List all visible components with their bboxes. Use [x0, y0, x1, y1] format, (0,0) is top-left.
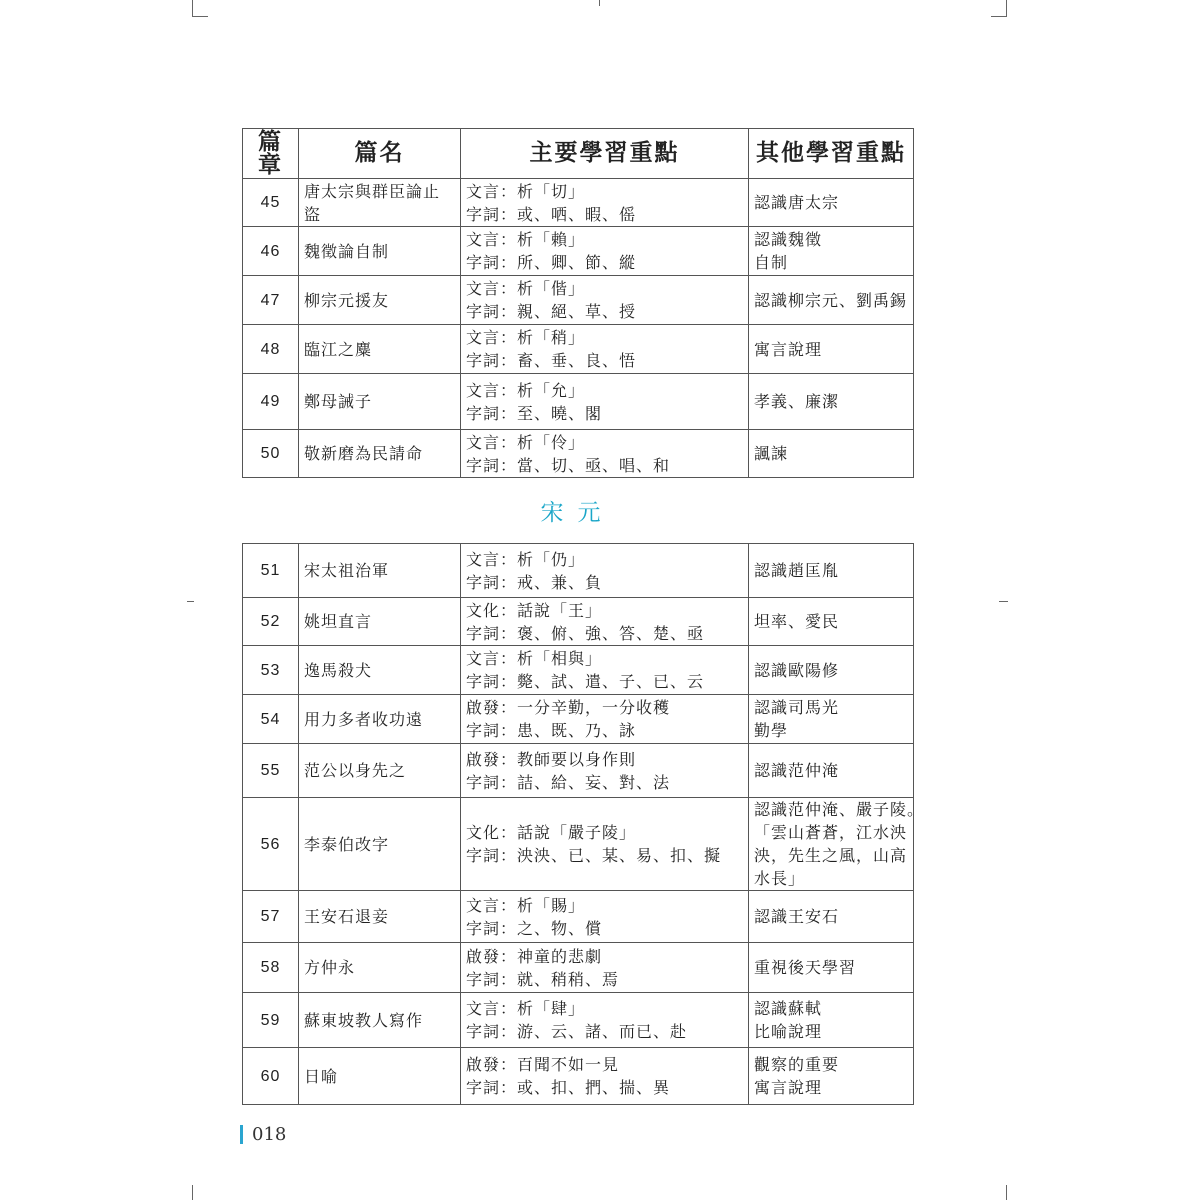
- lesson-title: 柳宗元援友: [299, 276, 461, 325]
- table-row: [243, 1048, 914, 1105]
- header-chapter: 篇章: [243, 129, 299, 179]
- main-focus-line: 文言：析「肆」: [466, 999, 586, 1018]
- other-focus-line: 觀察的重要: [754, 1055, 840, 1074]
- chapter-number: 50: [243, 430, 299, 478]
- main-focus-line: 文言：析「偕」: [466, 279, 586, 298]
- chapter-number: 55: [243, 744, 299, 798]
- main-focus-line: 啟發：百聞不如一見: [466, 1055, 620, 1074]
- other-focus-cell: [749, 1048, 914, 1105]
- table-row: [243, 276, 914, 325]
- main-focus-line: 文言：析「相與」: [466, 649, 603, 668]
- lesson-table-song-yuan: [242, 543, 925, 1105]
- lesson-title: 魏徵論自制: [299, 227, 461, 276]
- other-focus-line: 諷諫: [754, 444, 789, 463]
- chapter-number: 57: [243, 891, 299, 943]
- lesson-title: 范公以身先之: [299, 744, 461, 798]
- lesson-title: 蘇東坡教人寫作: [299, 993, 461, 1048]
- main-focus-cell: [461, 646, 749, 695]
- other-focus-line: 比喻說理: [754, 1022, 823, 1041]
- lesson-title: 方仲永: [299, 943, 461, 993]
- table-row: [243, 544, 914, 598]
- table-header-row: [243, 129, 914, 179]
- main-focus-line: 文化：話說「王」: [466, 600, 603, 620]
- chapter-number: 49: [243, 374, 299, 430]
- main-focus-line: 字詞：之、物、償: [466, 918, 603, 938]
- table-row: [243, 325, 914, 374]
- page-number-bar: [240, 1125, 243, 1144]
- chapter-number: 52: [243, 598, 299, 646]
- table-row: [243, 695, 914, 744]
- main-focus-line: 文言：析「伶」: [466, 432, 586, 452]
- main-focus-cell: [461, 374, 749, 430]
- main-focus-line: 字詞：褒、俯、強、答、楚、亟: [466, 623, 705, 643]
- table-row: [243, 646, 914, 695]
- other-focus-line: 認識柳宗元、劉禹錫: [754, 290, 908, 310]
- lesson-table-tang: [242, 128, 914, 478]
- main-focus-line: 文言：析「仍」: [466, 549, 586, 569]
- main-focus-line: 啟發：神童的悲劇: [466, 946, 603, 966]
- other-focus-cell: [749, 695, 914, 744]
- table-row: [243, 798, 914, 891]
- main-focus-cell: [461, 430, 749, 478]
- main-focus-cell: [461, 798, 749, 891]
- lesson-title: 日喻: [299, 1048, 461, 1105]
- other-focus-line: 重視後天學習: [754, 958, 857, 977]
- other-focus-line: 寓言說理: [754, 339, 823, 359]
- crop-mark: [192, 16, 208, 17]
- section-title: 宋元: [540, 500, 615, 526]
- header-main-focus: 主要學習重點: [461, 129, 749, 179]
- main-focus-line: 字詞：游、云、諸、而已、赴: [466, 1022, 688, 1041]
- main-focus-line: 文言：析「稍」: [466, 328, 586, 347]
- other-focus-cell: [749, 798, 925, 891]
- main-focus-cell: [461, 993, 749, 1048]
- chapter-number: 48: [243, 325, 299, 374]
- header-title: 篇名: [299, 129, 461, 179]
- main-focus-cell: [461, 744, 749, 798]
- main-focus-cell: [461, 1048, 749, 1105]
- main-focus-line: 字詞：就、稍稍、焉: [466, 969, 620, 989]
- main-focus-line: 字詞：親、絕、草、授: [466, 302, 637, 321]
- other-focus-cell: [749, 993, 914, 1048]
- table-row: [243, 744, 914, 798]
- main-focus-line: 字詞：斃、試、遣、子、已、云: [466, 672, 705, 691]
- crop-mark: [599, 0, 600, 6]
- main-focus-cell: [461, 179, 749, 227]
- main-focus-line: 文言：析「賜」: [466, 895, 586, 915]
- main-focus-line: 文言：析「允」: [466, 380, 586, 400]
- table-row: [243, 598, 914, 646]
- chapter-number: 51: [243, 544, 299, 598]
- main-focus-cell: [461, 943, 749, 993]
- other-focus-cell: [749, 227, 914, 276]
- main-focus-line: 字詞：患、既、乃、詠: [466, 721, 637, 740]
- other-focus-cell: [749, 598, 914, 646]
- other-focus-line: 孝義、廉潔: [754, 392, 840, 411]
- main-focus-line: 字詞：或、哂、暇、傜: [466, 204, 637, 224]
- chapter-number: 59: [243, 993, 299, 1048]
- crop-mark: [192, 1185, 193, 1200]
- crop-mark: [192, 0, 193, 16]
- main-focus-cell: [461, 695, 749, 744]
- main-focus-line: 字詞：戒、兼、負: [466, 572, 603, 592]
- main-focus-line: 文言：析「賴」: [466, 230, 586, 249]
- main-focus-line: 字詞：泱泱、已、某、易、扣、擬: [466, 846, 722, 865]
- chapter-number: 46: [243, 227, 299, 276]
- other-focus-cell: [749, 744, 914, 798]
- other-focus-cell: [749, 325, 914, 374]
- table-row: [243, 227, 914, 276]
- table-row: [243, 179, 914, 227]
- header-other-focus: 其他學習重點: [749, 129, 914, 179]
- lesson-title: 李泰伯改字: [299, 798, 461, 891]
- lesson-title: 姚坦直言: [299, 598, 461, 646]
- lesson-title: 鄭母誡子: [299, 374, 461, 430]
- other-focus-cell: [749, 276, 914, 325]
- table-row: [243, 993, 914, 1048]
- other-focus-line: 認識范仲淹: [754, 761, 840, 780]
- crop-mark: [1006, 0, 1007, 16]
- main-focus-cell: [461, 276, 749, 325]
- chapter-number: 53: [243, 646, 299, 695]
- page-number: 018: [252, 1124, 287, 1145]
- crop-mark: [991, 16, 1007, 17]
- main-focus-cell: [461, 891, 749, 943]
- lesson-title: 臨江之麋: [299, 325, 461, 374]
- other-focus-line: 認識魏徵: [754, 230, 823, 249]
- other-focus-line: 坦率、愛民: [754, 612, 840, 631]
- other-focus-cell: [749, 891, 914, 943]
- other-focus-cell: [749, 544, 914, 598]
- other-focus-line: 寓言說理: [754, 1078, 823, 1097]
- other-focus-line: 認識趙匡胤: [754, 561, 840, 580]
- main-focus-line: 字詞：至、曉、閣: [466, 403, 603, 423]
- crop-mark: [1006, 1185, 1007, 1200]
- other-focus-line: 認識范仲淹、嚴子陵。: [754, 800, 925, 819]
- lesson-title: 唐太宗與群臣論止盜: [299, 179, 461, 227]
- other-focus-line: 認識蘇軾: [754, 999, 823, 1018]
- main-focus-line: 字詞：當、切、亟、唱、和: [466, 455, 671, 475]
- other-focus-line: 「雲山蒼蒼，江水泱: [754, 823, 908, 842]
- other-focus-line: 自制: [754, 253, 789, 272]
- other-focus-cell: [749, 374, 914, 430]
- chapter-number: 54: [243, 695, 299, 744]
- other-focus-cell: [749, 179, 914, 227]
- lesson-title: 用力多者收功遠: [299, 695, 461, 744]
- chapter-number: 60: [243, 1048, 299, 1105]
- table-row: [243, 374, 914, 430]
- other-focus-line: 認識王安石: [754, 907, 840, 926]
- main-focus-line: 字詞：或、扣、捫、揣、異: [466, 1078, 671, 1097]
- main-focus-cell: [461, 325, 749, 374]
- main-focus-cell: [461, 227, 749, 276]
- other-focus-line: 認識唐太宗: [754, 193, 840, 212]
- main-focus-line: 文言：析「切」: [466, 181, 586, 201]
- table-row: [243, 943, 914, 993]
- table-row: [243, 430, 914, 478]
- chapter-number: 45: [243, 179, 299, 227]
- other-focus-line: 泱，先生之風，山高: [754, 846, 908, 865]
- chapter-number: 56: [243, 798, 299, 891]
- main-focus-cell: [461, 544, 749, 598]
- main-focus-line: 啟發：一分辛勤，一分收穫: [466, 698, 671, 717]
- other-focus-cell: [749, 943, 914, 993]
- main-focus-line: 啟發：教師要以身作則: [466, 749, 637, 769]
- main-focus-line: 文化：話說「嚴子陵」: [466, 823, 637, 842]
- other-focus-line: 認識司馬光: [754, 698, 840, 717]
- chapter-number: 47: [243, 276, 299, 325]
- other-focus-cell: [749, 646, 914, 695]
- table-row: [243, 891, 914, 943]
- lesson-title: 逸馬殺犬: [299, 646, 461, 695]
- lesson-title: 王安石退妾: [299, 891, 461, 943]
- lesson-title: 宋太祖治軍: [299, 544, 461, 598]
- lesson-title: 敬新磨為民請命: [299, 430, 461, 478]
- other-focus-line: 水長」: [754, 869, 806, 888]
- other-focus-line: 認識歐陽修: [754, 660, 840, 680]
- main-focus-line: 字詞：詰、給、妄、對、法: [466, 772, 671, 792]
- crop-mark: [999, 601, 1008, 602]
- main-focus-line: 字詞：所、卿、節、縱: [466, 253, 637, 272]
- other-focus-cell: [749, 430, 914, 478]
- main-focus-cell: [461, 598, 749, 646]
- chapter-number: 58: [243, 943, 299, 993]
- other-focus-line: 勤學: [754, 721, 789, 740]
- crop-mark: [187, 601, 194, 602]
- main-focus-line: 字詞：畜、垂、良、悟: [466, 351, 637, 370]
